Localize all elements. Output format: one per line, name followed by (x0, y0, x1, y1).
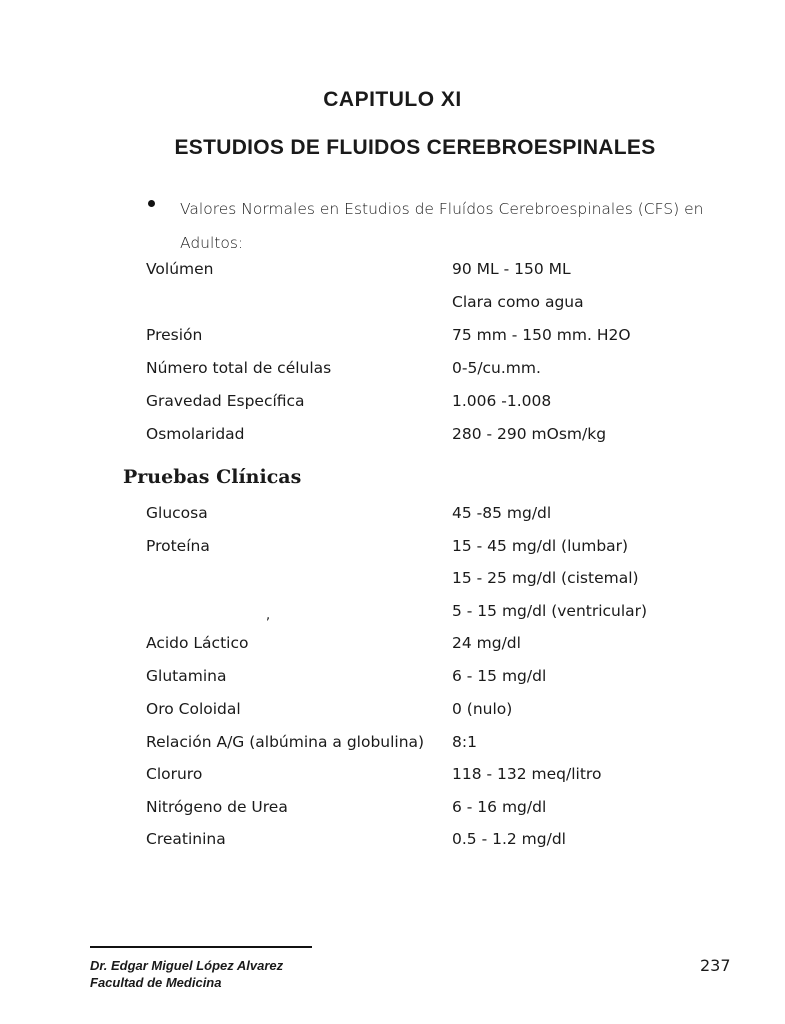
normal-value: Clara como agua (452, 293, 584, 311)
clinical-test-label: Glucosa (146, 504, 208, 522)
clinical-test-value: 6 - 16 mg/dl (452, 798, 547, 816)
bullet-icon (148, 200, 155, 207)
clinical-test-label: Creatinina (146, 830, 226, 848)
clinical-test-label: Relación A/G (albúmina a globulina) (146, 733, 425, 751)
normal-value: 1.006 -1.008 (452, 392, 552, 410)
normal-value-label: Osmolaridad (146, 425, 245, 443)
chapter-heading: CAPITULO XI (323, 88, 462, 111)
clinical-test-label: Acido Láctico (146, 634, 249, 652)
section-title: Pruebas Clínicas (123, 466, 302, 488)
page-number: 237 (700, 956, 731, 975)
normal-value: 0-5/cu.mm. (452, 359, 541, 377)
clinical-test-value: 24 mg/dl (452, 634, 521, 652)
footer-rule (90, 946, 312, 948)
clinical-test-value: 15 - 25 mg/dl (cistemal) (452, 569, 639, 587)
stray-mark: , (266, 608, 271, 623)
clinical-test-value: 0.5 - 1.2 mg/dl (452, 830, 566, 848)
clinical-test-value: 8:1 (452, 733, 477, 751)
intro-text: Valores Normales en Estudios de Fluídos Cerebroespinales (CFS) en Adultos: (180, 200, 704, 252)
footer-faculty: Facultad de Medicina (90, 975, 222, 990)
normal-value-label: Volúmen (146, 260, 214, 278)
clinical-test-value: 15 - 45 mg/dl (lumbar) (452, 537, 629, 555)
normal-value: 280 - 290 mOsm/kg (452, 425, 607, 443)
clinical-test-label: Nitrógeno de Urea (146, 798, 288, 816)
clinical-test-value: 0 (nulo) (452, 700, 513, 718)
normal-value: 75 mm - 150 mm. H2O (452, 326, 631, 344)
normal-value-label: Número total de células (146, 359, 332, 377)
clinical-test-label: Glutamina (146, 667, 227, 685)
clinical-test-value: 118 - 132 meq/litro (452, 765, 602, 783)
clinical-test-label: Proteína (146, 537, 210, 555)
document-title: ESTUDIOS DE FLUIDOS CEREBROESPINALES (174, 136, 656, 159)
normal-value: 90 ML - 150 ML (452, 260, 571, 278)
normal-value-label: Presión (146, 326, 203, 344)
clinical-test-value: 6 - 15 mg/dl (452, 667, 547, 685)
clinical-test-label: Cloruro (146, 765, 203, 783)
normal-value-label: Gravedad Específica (146, 392, 305, 410)
footer-author: Dr. Edgar Miguel López Alvarez (90, 958, 284, 973)
clinical-test-label: Oro Coloidal (146, 700, 241, 718)
clinical-test-value: 45 -85 mg/dl (452, 504, 552, 522)
clinical-test-value: 5 - 15 mg/dl (ventricular) (452, 602, 648, 620)
